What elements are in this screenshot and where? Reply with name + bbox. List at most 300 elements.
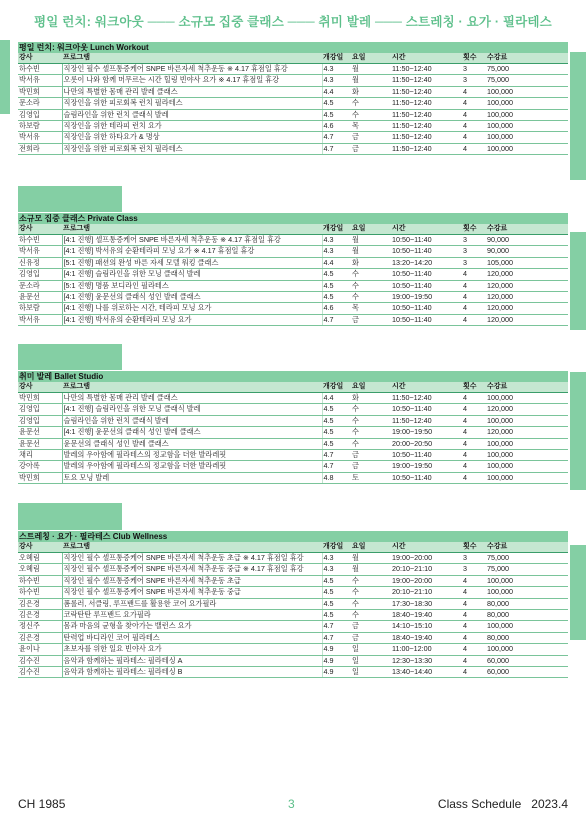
cell-count: 3 <box>462 235 486 246</box>
cell-time: 17:30~18:30 <box>391 598 462 609</box>
cell-time: 10:50~11:40 <box>391 303 462 314</box>
cell-instructor: 오혜림 <box>18 564 62 575</box>
cell-instructor: 김영입 <box>18 404 62 415</box>
cell-fee: 120,000 <box>486 292 568 303</box>
cell-start: 4.7 <box>322 461 351 472</box>
cell-start: 4.5 <box>322 109 351 120</box>
table-row <box>18 472 568 483</box>
cell-program: 오롯이 나와 함께 머무르는 시간 힐링 빈야사 요가 ※ 4.17 휴점일 휴강 <box>62 75 322 86</box>
cell-start: 4.3 <box>322 64 351 75</box>
cell-program: 나만의 특별한 몸매 관리 발레 클래스 <box>62 86 322 97</box>
cell-instructor: 김은경 <box>18 598 62 609</box>
cell-instructor: 채리 <box>18 450 62 461</box>
table-row <box>18 86 568 97</box>
table-row <box>18 564 568 575</box>
cell-start: 4.7 <box>322 621 351 632</box>
cell-count: 4 <box>462 415 486 426</box>
cell-program: [4:1 진행] 셀프통증케어 SNPE 바른자세 척추운동 ※ 4.17 휴점일 휴강 <box>62 235 322 246</box>
column-header-day: 요일 <box>351 53 391 64</box>
cell-day: 월 <box>351 75 391 86</box>
cell-program: 발레의 우아함에 필라테스의 정교함을 더한 발라레핏 <box>62 461 322 472</box>
cell-count: 4 <box>462 632 486 643</box>
table-row <box>18 438 568 449</box>
page-number: 3 <box>288 797 295 811</box>
cell-start: 4.9 <box>322 644 351 655</box>
cell-time: 11:00~12:00 <box>391 644 462 655</box>
cell-fee: 100,000 <box>486 472 568 483</box>
cell-day: 금 <box>351 314 391 325</box>
cell-count: 4 <box>462 393 486 404</box>
column-header-fee: 수강료 <box>486 224 568 235</box>
cell-program: 음악과 함께하는 필라테스: 필라테싱 B <box>62 667 322 678</box>
section-club-wellness <box>18 531 568 678</box>
cell-day: 금 <box>351 632 391 643</box>
cell-program: 윤문선의 클래식 성인 발레 클래스 <box>62 438 322 449</box>
cell-start: 4.9 <box>322 655 351 666</box>
cell-program: 직장인 필수 셀프통증케어 SNPE 바른자세 척추운동 ※ 4.17 휴점일 휴강 <box>62 64 322 75</box>
table-row <box>18 132 568 143</box>
cell-program: [4:1 진행] 윤문선의 클래식 성인 발레 클래스 <box>62 427 322 438</box>
cell-start: 4.7 <box>322 314 351 325</box>
section-heading: 소규모 집중 클래스 Private Class <box>18 213 568 224</box>
left-tab-1 <box>0 40 10 114</box>
cell-start: 4.5 <box>322 610 351 621</box>
cell-time: 11:50~12:40 <box>391 75 462 86</box>
cell-instructor: 하수빈 <box>18 587 62 598</box>
cell-start: 4.6 <box>322 121 351 132</box>
column-header-time: 시간 <box>391 542 462 553</box>
cell-instructor: 윤문선 <box>18 292 62 303</box>
cell-program: [4:1 진행] 슬림라인을 위한 모닝 클래식 발레 <box>62 404 322 415</box>
cell-time: 10:50~11:40 <box>391 235 462 246</box>
cell-program: 코락탄탄 루프밴드 요가필라 <box>62 610 322 621</box>
cell-fee: 100,000 <box>486 575 568 586</box>
cell-instructor: 박서유 <box>18 246 62 257</box>
table-row <box>18 610 568 621</box>
cell-fee: 60,000 <box>486 655 568 666</box>
section-private-class <box>18 213 568 326</box>
cell-fee: 75,000 <box>486 75 568 86</box>
cell-instructor: 박서유 <box>18 75 62 86</box>
cell-program: 몸과 마음의 균형을 찾아가는 밸런스 요가 <box>62 621 322 632</box>
cell-count: 4 <box>462 472 486 483</box>
cell-time: 13:20~14:20 <box>391 257 462 268</box>
cell-fee: 75,000 <box>486 64 568 75</box>
cell-fee: 120,000 <box>486 280 568 291</box>
cell-instructor: 하수빈 <box>18 64 62 75</box>
cell-day: 월 <box>351 235 391 246</box>
cell-count: 4 <box>462 280 486 291</box>
cell-time: 19:00~20:00 <box>391 553 462 564</box>
cell-time: 18:40~19:40 <box>391 632 462 643</box>
column-header-count: 횟수 <box>462 382 486 393</box>
cell-count: 4 <box>462 132 486 143</box>
cell-time: 11:50~12:40 <box>391 121 462 132</box>
column-header-start: 개강일 <box>322 542 351 553</box>
cell-fee: 100,000 <box>486 109 568 120</box>
cell-count: 4 <box>462 303 486 314</box>
cell-program: 직장인 필수 셀프통증케어 SNPE 바른자세 척추운동 중급 <box>62 587 322 598</box>
table-row <box>18 598 568 609</box>
cell-day: 목 <box>351 303 391 314</box>
table-row <box>18 269 568 280</box>
cell-program: [4:1 진행] 슬림라인을 위한 모닝 클래식 발레 <box>62 269 322 280</box>
cell-fee: 100,000 <box>486 121 568 132</box>
cell-day: 금 <box>351 621 391 632</box>
cell-program: [4:1 진행] 박서유의 순환테라피 모닝 요가 ※ 4.17 휴점일 휴강 <box>62 246 322 257</box>
cell-time: 13:40~14:40 <box>391 667 462 678</box>
cell-time: 11:50~12:40 <box>391 86 462 97</box>
cell-program: 토요 모닝 발레 <box>62 472 322 483</box>
column-header-count: 횟수 <box>462 53 486 64</box>
cell-fee: 100,000 <box>486 415 568 426</box>
table-header-row <box>18 224 568 235</box>
table-row <box>18 632 568 643</box>
table-row <box>18 393 568 404</box>
cell-day: 일 <box>351 667 391 678</box>
cell-program: 초보자를 위한 일요 빈야사 요가 <box>62 644 322 655</box>
cell-count: 3 <box>462 564 486 575</box>
cell-fee: 100,000 <box>486 450 568 461</box>
footer-brand: CH 1985 <box>18 797 66 811</box>
column-header-day: 요일 <box>351 224 391 235</box>
column-header-day: 요일 <box>351 542 391 553</box>
cell-count: 4 <box>462 269 486 280</box>
cell-fee: 90,000 <box>486 246 568 257</box>
left-tab-2 <box>18 186 122 212</box>
cell-start: 4.4 <box>322 393 351 404</box>
table-row <box>18 553 568 564</box>
cell-instructor: 박민희 <box>18 86 62 97</box>
column-header-fee: 수강료 <box>486 542 568 553</box>
cell-time: 19:00~19:50 <box>391 461 462 472</box>
cell-day: 수 <box>351 404 391 415</box>
cell-count: 4 <box>462 143 486 154</box>
cell-time: 18:40~19:40 <box>391 610 462 621</box>
cell-start: 4.7 <box>322 132 351 143</box>
cell-program: 직장인을 위한 피로회복 런치 필라테스 <box>62 143 322 154</box>
cell-start: 4.9 <box>322 667 351 678</box>
cell-count: 4 <box>462 450 486 461</box>
column-header-program: 프로그램 <box>62 53 322 64</box>
table-row <box>18 575 568 586</box>
cell-count: 4 <box>462 404 486 415</box>
column-header-instructor: 강사 <box>18 382 62 393</box>
table-header-row <box>18 542 568 553</box>
column-header-instructor: 강사 <box>18 53 62 64</box>
cell-day: 일 <box>351 655 391 666</box>
cell-count: 3 <box>462 553 486 564</box>
cell-start: 4.4 <box>322 86 351 97</box>
table-row <box>18 644 568 655</box>
cell-instructor: 하보람 <box>18 303 62 314</box>
cell-fee: 100,000 <box>486 98 568 109</box>
cell-program: 슬림라인을 위한 런치 클래식 발레 <box>62 109 322 120</box>
cell-day: 화 <box>351 257 391 268</box>
cell-time: 11:50~12:40 <box>391 143 462 154</box>
column-header-time: 시간 <box>391 224 462 235</box>
cell-day: 수 <box>351 415 391 426</box>
cell-fee: 120,000 <box>486 427 568 438</box>
cell-fee: 80,000 <box>486 610 568 621</box>
cell-instructor: 하보람 <box>18 121 62 132</box>
cell-count: 4 <box>462 98 486 109</box>
cell-count: 4 <box>462 587 486 598</box>
cell-count: 4 <box>462 121 486 132</box>
cell-day: 금 <box>351 132 391 143</box>
column-header-fee: 수강료 <box>486 53 568 64</box>
cell-start: 4.5 <box>322 427 351 438</box>
cell-day: 수 <box>351 598 391 609</box>
column-header-fee: 수강료 <box>486 382 568 393</box>
cell-instructor: 김영입 <box>18 269 62 280</box>
cell-count: 4 <box>462 598 486 609</box>
cell-start: 4.3 <box>322 235 351 246</box>
section-heading: 스트레칭 · 요가 · 필라테스 Club Wellness <box>18 531 568 542</box>
cell-time: 11:50~12:40 <box>391 109 462 120</box>
cell-time: 19:00~20:00 <box>391 575 462 586</box>
cell-fee: 75,000 <box>486 553 568 564</box>
cell-program: [4:1 진행] 나를 위로하는 시간, 테라피 모닝 요가 <box>62 303 322 314</box>
cell-day: 월 <box>351 246 391 257</box>
cell-count: 3 <box>462 64 486 75</box>
cell-time: 10:50~11:40 <box>391 404 462 415</box>
cell-day: 수 <box>351 269 391 280</box>
cell-instructor: 김은경 <box>18 632 62 643</box>
cell-instructor: 박민희 <box>18 393 62 404</box>
cell-day: 금 <box>351 450 391 461</box>
cell-time: 19:00~19:50 <box>391 427 462 438</box>
column-header-count: 횟수 <box>462 542 486 553</box>
cell-instructor: 김영입 <box>18 415 62 426</box>
cell-day: 화 <box>351 86 391 97</box>
table-row <box>18 280 568 291</box>
cell-start: 4.5 <box>322 280 351 291</box>
cell-instructor: 하수빈 <box>18 235 62 246</box>
cell-instructor: 윤문선 <box>18 427 62 438</box>
table-header-row <box>18 382 568 393</box>
table-row <box>18 667 568 678</box>
cell-instructor: 박민희 <box>18 472 62 483</box>
cell-start: 4.7 <box>322 450 351 461</box>
table-row <box>18 64 568 75</box>
column-header-day: 요일 <box>351 382 391 393</box>
schedule-table <box>18 382 568 484</box>
table-row <box>18 246 568 257</box>
cell-instructor: 문소라 <box>18 98 62 109</box>
cell-day: 수 <box>351 610 391 621</box>
cell-instructor: 박서유 <box>18 132 62 143</box>
cell-instructor: 문소라 <box>18 280 62 291</box>
cell-day: 수 <box>351 575 391 586</box>
cell-count: 3 <box>462 257 486 268</box>
cell-program: 나만의 특별한 몸매 관리 발레 클래스 <box>62 393 322 404</box>
cell-count: 4 <box>462 427 486 438</box>
page-title: 평일 런치: 워크아웃 ─── 소규모 집중 클래스 ─── 취미 발레 ─── 스트레칭 · 요가 · 필라테스 <box>34 15 552 29</box>
cell-fee: 90,000 <box>486 235 568 246</box>
table-row <box>18 404 568 415</box>
cell-start: 4.5 <box>322 587 351 598</box>
cell-day: 수 <box>351 427 391 438</box>
cell-count: 4 <box>462 621 486 632</box>
table-row <box>18 303 568 314</box>
column-header-instructor: 강사 <box>18 224 62 235</box>
cell-count: 4 <box>462 667 486 678</box>
cell-count: 3 <box>462 75 486 86</box>
cell-time: 10:50~11:40 <box>391 314 462 325</box>
cell-fee: 120,000 <box>486 303 568 314</box>
cell-instructor: 강아록 <box>18 461 62 472</box>
cell-start: 4.3 <box>322 246 351 257</box>
cell-instructor: 김영입 <box>18 109 62 120</box>
cell-day: 월 <box>351 564 391 575</box>
table-row <box>18 292 568 303</box>
column-header-program: 프로그램 <box>62 224 322 235</box>
cell-instructor: 하수빈 <box>18 575 62 586</box>
cell-day: 수 <box>351 292 391 303</box>
cell-program: 직장인 필수 셀프통증케어 SNPE 바른자세 척추운동 초급 ※ 4.17 휴점일 휴강 <box>62 553 322 564</box>
cell-start: 4.5 <box>322 269 351 280</box>
table-header-row <box>18 53 568 64</box>
section-heading: 평일 런치: 워크아웃 Lunch Workout <box>18 42 568 53</box>
left-tab-4 <box>18 503 122 530</box>
cell-program: 직장인을 위한 테라피 런치 요가 <box>62 121 322 132</box>
cell-time: 11:50~12:40 <box>391 415 462 426</box>
cell-fee: 100,000 <box>486 132 568 143</box>
cell-program: 직장인 필수 셀프통증케어 SNPE 바른자세 척추운동 중급 ※ 4.17 휴점일 휴강 <box>62 564 322 575</box>
cell-count: 4 <box>462 655 486 666</box>
left-tab-3 <box>18 344 122 370</box>
cell-day: 월 <box>351 553 391 564</box>
cell-time: 11:50~12:40 <box>391 98 462 109</box>
cell-program: [4:1 진행] 윤문선의 클래식 성인 발레 클래스 <box>62 292 322 303</box>
cell-fee: 120,000 <box>486 404 568 415</box>
cell-count: 4 <box>462 575 486 586</box>
cell-program: 음악과 함께하는 필라테스: 필라테싱 A <box>62 655 322 666</box>
cell-day: 금 <box>351 461 391 472</box>
cell-start: 4.5 <box>322 575 351 586</box>
cell-time: 20:10~21:10 <box>391 587 462 598</box>
cell-instructor: 정신주 <box>18 621 62 632</box>
cell-time: 10:50~11:40 <box>391 450 462 461</box>
column-header-start: 개강일 <box>322 224 351 235</box>
footer-schedule: Class Schedule 2023.4 <box>437 797 568 811</box>
cell-instructor: 전희라 <box>18 143 62 154</box>
cell-time: 10:50~11:40 <box>391 246 462 257</box>
cell-count: 4 <box>462 314 486 325</box>
cell-start: 4.3 <box>322 553 351 564</box>
cell-day: 금 <box>351 143 391 154</box>
section-lunch-workout <box>18 42 568 155</box>
cell-time: 10:50~11:40 <box>391 269 462 280</box>
table-row <box>18 450 568 461</box>
cell-count: 4 <box>462 610 486 621</box>
cell-day: 수 <box>351 98 391 109</box>
cell-instructor: 박서유 <box>18 314 62 325</box>
cell-fee: 100,000 <box>486 621 568 632</box>
cell-time: 11:50~12:40 <box>391 132 462 143</box>
table-row <box>18 415 568 426</box>
cell-start: 4.7 <box>322 143 351 154</box>
cell-fee: 120,000 <box>486 314 568 325</box>
right-tab-4 <box>570 545 586 640</box>
cell-program: [4:1 진행] 박서유의 순환테라피 모닝 요가 <box>62 314 322 325</box>
cell-count: 3 <box>462 246 486 257</box>
cell-day: 목 <box>351 121 391 132</box>
table-row <box>18 257 568 268</box>
cell-count: 4 <box>462 461 486 472</box>
cell-count: 4 <box>462 438 486 449</box>
table-row <box>18 75 568 86</box>
section-ballet-studio <box>18 371 568 484</box>
cell-start: 4.8 <box>322 472 351 483</box>
right-tab-3 <box>570 372 586 490</box>
cell-fee: 100,000 <box>486 86 568 97</box>
cell-instructor: 윤문선 <box>18 438 62 449</box>
cell-day: 수 <box>351 587 391 598</box>
cell-count: 4 <box>462 109 486 120</box>
table-row <box>18 587 568 598</box>
cell-fee: 120,000 <box>486 269 568 280</box>
cell-start: 4.3 <box>322 564 351 575</box>
cell-start: 4.6 <box>322 303 351 314</box>
column-header-program: 프로그램 <box>62 542 322 553</box>
schedule-table <box>18 542 568 678</box>
cell-program: 직장인을 위한 피로회복 런치 필라테스 <box>62 98 322 109</box>
table-row <box>18 655 568 666</box>
column-header-start: 개강일 <box>322 382 351 393</box>
cell-fee: 80,000 <box>486 598 568 609</box>
cell-fee: 100,000 <box>486 461 568 472</box>
cell-time: 20:10~21:10 <box>391 564 462 575</box>
cell-start: 4.5 <box>322 415 351 426</box>
cell-time: 10:50~11:40 <box>391 472 462 483</box>
table-row <box>18 109 568 120</box>
column-header-start: 개강일 <box>322 53 351 64</box>
section-heading: 취미 발레 Ballet Studio <box>18 371 568 382</box>
column-header-time: 시간 <box>391 53 462 64</box>
cell-fee: 100,000 <box>486 644 568 655</box>
cell-time: 14:10~15:10 <box>391 621 462 632</box>
cell-start: 4.5 <box>322 292 351 303</box>
cell-count: 4 <box>462 292 486 303</box>
cell-start: 4.5 <box>322 438 351 449</box>
schedule-table <box>18 53 568 155</box>
cell-program: 발레의 우아함에 필라테스의 정교함을 더한 발라레핏 <box>62 450 322 461</box>
table-row <box>18 427 568 438</box>
cell-time: 20:00~20:50 <box>391 438 462 449</box>
cell-day: 수 <box>351 438 391 449</box>
table-row <box>18 314 568 325</box>
cell-time: 19:00~19:50 <box>391 292 462 303</box>
table-row <box>18 461 568 472</box>
cell-program: 직장인 필수 셀프통증케어 SNPE 바른자세 척추운동 초급 <box>62 575 322 586</box>
cell-day: 일 <box>351 644 391 655</box>
cell-fee: 105,000 <box>486 257 568 268</box>
cell-instructor: 김수진 <box>18 667 62 678</box>
cell-fee: 75,000 <box>486 564 568 575</box>
cell-start: 4.4 <box>322 257 351 268</box>
cell-day: 토 <box>351 472 391 483</box>
cell-start: 4.5 <box>322 404 351 415</box>
cell-program: 탄력업 바디라인 코어 필라테스 <box>62 632 322 643</box>
cell-day: 화 <box>351 393 391 404</box>
cell-day: 수 <box>351 280 391 291</box>
cell-instructor: 신유정 <box>18 257 62 268</box>
cell-day: 수 <box>351 109 391 120</box>
table-row <box>18 621 568 632</box>
column-header-time: 시간 <box>391 382 462 393</box>
